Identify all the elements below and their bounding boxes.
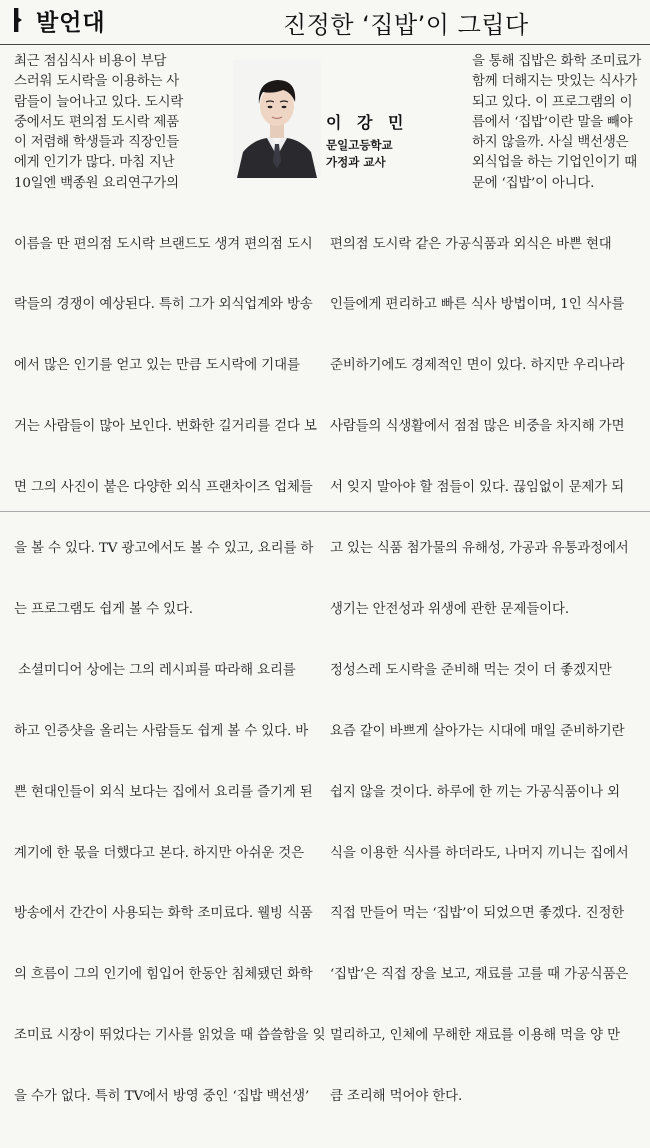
text-line: 이 저렴해 학생들과 직장인들 (14, 135, 179, 151)
header-divider (0, 44, 650, 45)
text-line (14, 539, 637, 559)
author-role: 가정과 교사 (326, 155, 386, 169)
text-line: 을 통해 집밥은 화학 조미료가 (472, 54, 642, 69)
text-line-left: 는 프로그램도 쉽게 볼 수 있다. (14, 601, 193, 617)
text-line-left: 쁜 현대인들이 외식 보다는 집에서 요리를 즐기게 된 (14, 784, 313, 800)
text-line (14, 722, 637, 742)
text-line (14, 1026, 637, 1046)
text-line: 되고 있다. 이 프로그램의 이 (472, 94, 633, 110)
article-header (0, 0, 650, 40)
text-line-right: 생기는 안전성과 위생에 관한 문제들이다. (330, 601, 569, 617)
text-line: 에게 인기가 많다. 마침 지난 (14, 155, 175, 171)
text-line: 10일엔 백종원 요리연구가의 (14, 175, 179, 191)
text-line (14, 1087, 637, 1107)
text-line-right: 요즘 같이 바쁘게 살아가는 시대에 매일 준비하기란 (330, 723, 625, 739)
text-line-right: 고 있는 식품 첨가물의 유해성, 가공과 유통과정에서 (330, 541, 629, 557)
text-line (14, 600, 637, 620)
text-line-left: 소셜미디어 상에는 그의 레시피를 따라해 요리를 (14, 662, 296, 678)
text-line: 함께 더해지는 맛있는 식사가 (472, 74, 637, 90)
text-line: 중에서도 편의점 도시락 제품 (14, 114, 179, 130)
text-line-right: 멀리하고, 인체에 무해한 재료를 이용해 먹을 양 만 (330, 1028, 620, 1044)
text-line: 람들이 늘어나고 있다. 도시락 (14, 94, 184, 110)
text-line-right: 서 잊지 말아야 할 점들이 있다. 끊임없이 문제가 되 (330, 480, 625, 496)
author-portrait-icon (233, 60, 321, 178)
text-line (14, 965, 637, 985)
text-line (14, 295, 637, 315)
text-line-right: 식을 이용한 식사를 하더라도, 나머지 끼니는 집에서 (330, 845, 629, 861)
text-line: 문에 ‘집밥’이 아니다. (472, 175, 595, 191)
author-name: 이 강 민 (326, 113, 409, 132)
text-line-right: 편의점 도시락 같은 가공식품과 외식은 바쁜 현대 (330, 236, 612, 252)
text-line-right: 준비하기에도 경제적인 면이 있다. 하지만 우리나라 (330, 358, 625, 374)
text-line-right: 쉽지 않을 것이다. 하루에 한 끼는 가공식품이나 외 (330, 784, 620, 800)
text-line-right: 큼 조리해 먹어야 한다. (330, 1089, 463, 1105)
text-line-right: 직접 만들어 먹는 ‘집밥’이 되었으면 좋겠다. 진정한 (330, 906, 625, 922)
author-photo (233, 60, 321, 178)
text-line-right: 사람들의 식생활에서 점점 많은 비중을 차지해 가면 (330, 419, 625, 435)
footer-divider (0, 511, 650, 512)
text-line (14, 904, 637, 924)
text-line (14, 783, 637, 803)
text-line-left: 방송에서 간간이 사용되는 화학 조미료다. 웰빙 식품 (14, 906, 313, 922)
article-title: 진정한 ‘집밥’이 그립다 (283, 11, 529, 39)
text-line-right: ‘집밥’은 직접 장을 보고, 재료를 고를 때 가공식품은 (330, 967, 629, 983)
text-line-left: 을 볼 수 있다. TV 광고에서도 볼 수 있고, 요리를 하 (14, 541, 314, 557)
text-line-left: 이름을 딴 편의점 도시락 브랜드도 생겨 편의점 도시 (14, 236, 313, 252)
section-marker-icon (14, 8, 22, 32)
text-line-left: 을 수가 없다. 특히 TV에서 방영 중인 ‘집밥 백선생’ (14, 1089, 310, 1105)
text-line-left: 조미료 시장이 뛰었다는 기사를 읽었을 때 씁쓸함을 잊 (14, 1028, 326, 1044)
text-line: 스러워 도시락을 이용하는 사 (14, 74, 179, 90)
text-line-left: 거는 사람들이 많아 보인다. 번화한 길거리를 걷다 보 (14, 419, 317, 435)
text-line-right: 정성스레 도시락을 준비해 먹는 것이 더 좋겠지만 (330, 662, 612, 678)
article-body-two-columns (14, 194, 637, 1148)
section-label: 발언대 (36, 10, 106, 36)
text-line (14, 661, 637, 681)
text-line (14, 235, 637, 255)
text-line: 하지 않을까. 사실 백선생은 (472, 135, 629, 151)
text-line-left: 계기에 한 몫을 더했다고 본다. 하지만 아쉬운 것은 (14, 845, 304, 861)
text-line-left: 에서 많은 인기를 얻고 있는 만큼 도시락에 기대를 (14, 358, 300, 374)
text-line (14, 844, 637, 864)
text-line: 외식업을 하는 기업인이기 때 (472, 155, 637, 171)
text-line: 최근 점심식사 비용이 부담 (14, 54, 167, 69)
text-line (14, 417, 637, 437)
text-line-left: 의 흐름이 그의 인기에 힘입어 한동안 침체됐던 화학 (14, 967, 313, 983)
article-column-left (14, 52, 236, 194)
text-line-left: 면 그의 사진이 붙은 다양한 외식 프랜차이즈 업체들 (14, 480, 313, 496)
author-byline (326, 110, 426, 171)
text-line (14, 356, 637, 376)
author-school: 문일고등학교 (326, 138, 393, 152)
text-line (14, 478, 637, 498)
text-line-right: 인들에게 편리하고 빠른 식사 방법이며, 1인 식사를 (330, 297, 625, 313)
text-line: 름에서 ‘집밥’이란 말을 빼야 (472, 114, 633, 130)
text-line-left: 하고 인증샷을 올리는 사람들도 쉽게 볼 수 있다. 바 (14, 723, 309, 739)
article-column-right (472, 52, 642, 194)
text-line-left: 락들의 경쟁이 예상된다. 특히 그가 외식업계와 방송 (14, 297, 313, 313)
